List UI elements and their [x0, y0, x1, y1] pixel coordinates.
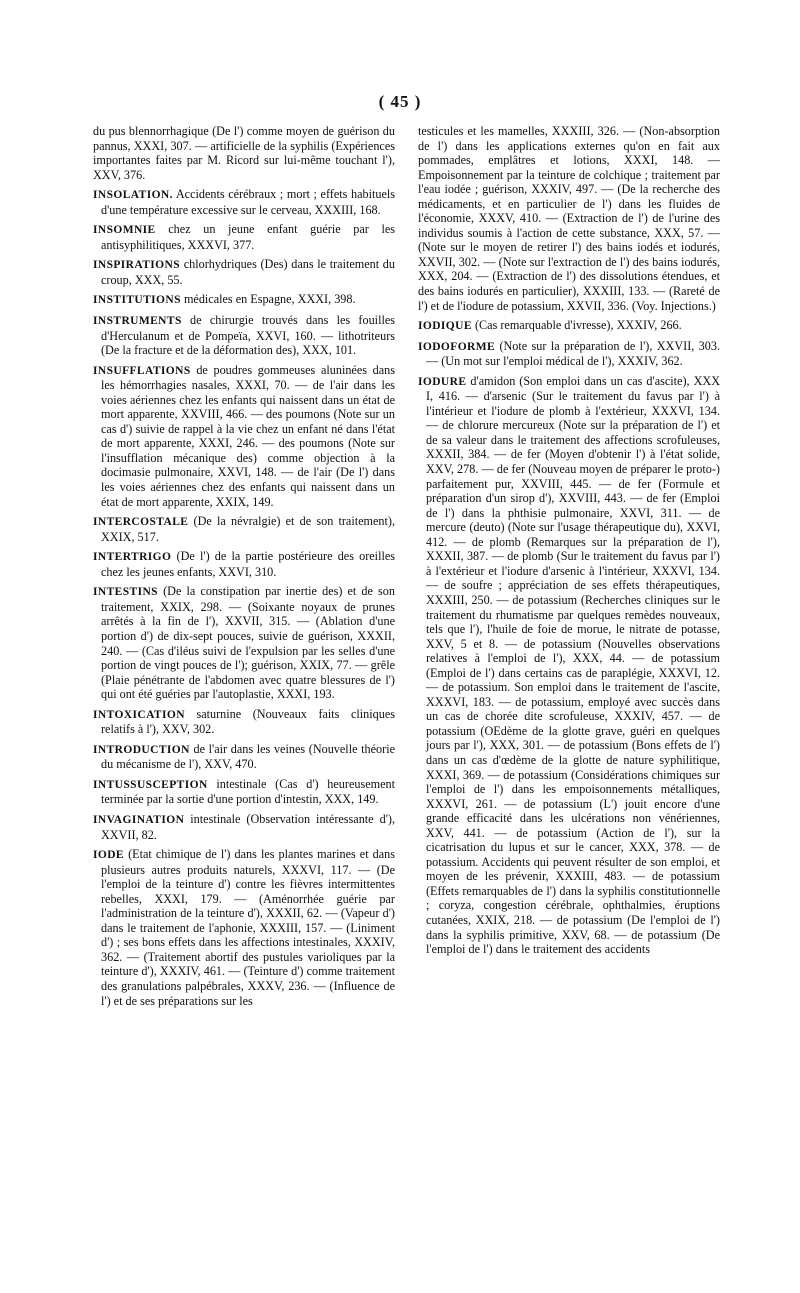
entry-text: intestinale (Cas d') heureusement terminée par la sortie d'une portion d'intestin, XXX, 149.: [101, 776, 395, 807]
entry-headword: IODIQUE: [418, 320, 472, 333]
entry-headword: INSTRUMENTS: [93, 315, 182, 328]
entry-text: (Cas remarquable d'ivresse), XXXIV, 266.: [471, 318, 682, 333]
index-entry: [418, 318, 720, 334]
entry-text: de l'air dans les veines (Nouvelle théorie du mécanisme de l'), XXV, 470.: [101, 741, 395, 772]
index-entry: [93, 707, 395, 737]
entry-headword: INVAGINATION: [93, 813, 185, 826]
entry-headword: INSOLATION.: [93, 189, 173, 202]
index-entry: [418, 124, 720, 313]
entry-headword: INSPIRATIONS: [93, 259, 181, 272]
left-column: [93, 124, 395, 1013]
entry-headword: INSTITUTIONS: [93, 294, 181, 307]
index-entry: [93, 222, 395, 252]
entry-headword: INTRODUCTION: [93, 743, 190, 756]
right-column: [418, 124, 720, 962]
index-entry: [93, 187, 395, 217]
index-entry: [93, 742, 395, 772]
index-entry: [93, 292, 395, 308]
entry-text: de chirurgie trouvés dans les fouilles d'Herculanum et de Pompeïa, XXVI, 160. — lithotriteurs (De la fracture et de la déformation des), XXX, 101.: [101, 313, 395, 358]
entry-text: d'amidon (Son emploi dans un cas d'ascite), XXX I, 416. — d'arsenic (Sur le traitement du favus par l') à l'intérieur et l'iodure de plomb à l'extérieur, XXXVI, 134. — de chlorure mercureux (Note sur la préparation de l') et de sa valeur dans le traitement des affections scrofuleuses, XXXII, 384. — de fer (Moyen d'obtenir l') à l'état solide, XXV, 278. — de fer (Nouveau moyen de préparer le proto-) parfaitement pur, XXVIII, 445. — de fer (Formule et préparation d'un sirop d'), XXVIII, 443. — de fer (Emploi de l') dans la phthisie pulmonaire, XXVI, 311. — de mercure (deuto) (Note sur l'usage thérapeutique du), XXVI, 412. — de plomb (Remarques sur la préparation de l'), XXXII, 387. — de plomb (Sur le traitement du favus par l') à l'extérieur et l'iodure d'arsenic à l'intérieur, XXXVI, 134. — de soufre ; appréciation de ses effets thérapeutiques, XXXIII, 250. — de potassium (Recherches cliniques sur le traitement du rhumatisme par quelques remèdes nouveaux, tels que l'), l'huile de foie de morue, le nitrate de potasse, XXV, 5 et 8. — de potassium (Nouvelles observations relatives à l'emploi de l'), XXX, 44. — de potassium (Emploi de l') dans certains cas de paraplégie, XXXVI, 12. — de potassium. Son emploi dans le traitement de l'ascite, XXXVI, 183. — de potassium, employé avec succès dans un cas de chorée dite scrofuleuse, XXXIV, 457. — de potassium (OEdème de la glotte grave, guéri en quelques jours par l'), XXX, 301. — de potassium (Bons effets de l') dans un cas d'œdème de la glotte de nature syphilitique, XXXI, 369. — de potassium (Considérations chimiques sur l'emploi de l') dans les empoisonnements métalliques, XXXVI, 261. — de potassium (L') jouit encore d'une grande efficacité dans les ulcérations non vénériennes, XXV, 441. — de potassium (Action de l'), sur la cicatrisation du lupus et sur le cancer, XXX, 378. — de potassium. Accidents qui peuvent résulter de son emploi, et moyen de les prévenir, XXXIII, 483. — de potassium (Effets remarquables de l') dans la syphilis constitutionnelle ; coryza, congestion cérébrale, ophthalmies, éruptions cutanées, XXIX, 218. — de potassium (De l'emploi de l') dans la syphilis primitive, XXV, 68. — de potassium (De l'emploi de l') dans le traitement des accidents: [426, 373, 720, 957]
entry-headword: INTUSSUSCEPTION: [93, 778, 208, 791]
entry-text: saturnine (Nouveaux faits cliniques relatifs à l'), XXV, 302.: [101, 706, 395, 737]
index-entry: [93, 124, 395, 182]
entry-headword: INTESTINS: [93, 586, 158, 599]
entry-text: médicales en Espagne, XXXI, 398.: [180, 292, 356, 307]
index-entry: [93, 514, 395, 544]
index-entry: [418, 339, 720, 369]
index-entry: [93, 812, 395, 842]
entry-text: (De la névralgie) et de son traitement), XXIX, 517.: [101, 514, 395, 544]
entry-headword: IODURE: [418, 375, 467, 388]
entry-text: du pus blennorrhagique (De l') comme moyen de guérison du pannus, XXXI, 307. — artificielle de la syphilis (Expériences importantes faites par M. Ricord sur lui-même touchant l'), XXV, 376.: [93, 124, 395, 182]
entry-text: chez un jeune enfant guérie par les antisyphilitiques, XXXVI, 377.: [101, 222, 395, 252]
entry-text: chlorhydriques (Des) dans le traitement du croup, XXX, 55.: [101, 257, 395, 287]
index-entry: [93, 363, 395, 509]
entry-headword: INSUFFLATIONS: [93, 364, 191, 377]
entry-headword: INTOXICATION: [93, 708, 185, 721]
entry-headword: INTERTRIGO: [93, 551, 172, 564]
entry-text: intestinale (Observation intéressante d'), XXVII, 82.: [101, 811, 395, 842]
entry-headword: IODE: [93, 849, 124, 862]
entry-text: de poudres gommeuses aluninées dans les hémorrhagies nasales, XXXI, 70. — de l'air dans les voies aériennes chez les enfants qui naissent dans un état de mort apparente, XXVIII, 466. — des poumons (Note sur un cas d') suivie de rappel à la vie chez un enfant né dans l'état de mort apparente, XXXI, 246. — des poumons (Note sur l'insufflation mécanique des) comme objection à la docimasie pulmonaire, XXVI, 148. — de l'air (De l') dans les voies aériennes chez des enfants qui naissent dans un état de mort apparente, XXIX, 149.: [101, 362, 395, 509]
entry-headword: IODOFORME: [418, 340, 496, 353]
entry-text: testicules et les mamelles, XXXIII, 326. — (Non-absorption de l') dans les applications externes qu'on en fait aux pommades, emplâtres et lotions, XXXI, 148. — Empoisonnement par la teinture de colchique ; traitement par l'eau iodée ; guérison, XXXIV, 497. — (De la recherche des médicaments, et en particulier de l') dans les fluides de l'économie, XXXV, 410. — (Extraction de l') de l'urine des individus soumis à l'action de cette substance, XXX, 57. — (Note sur le moyen de retirer l') des bains iodés et iodurés, XXVII, 302. — (Note sur l'extraction de l') des bains iodurés, XXX, 204. — (Extraction de l') des dissolutions étendues, et des bains iodurés en particulier), XXXIII, 133. — (Rareté de l') et de l'iodure de potassium, XXVII, 336. (Voy. Injections.): [418, 124, 720, 313]
page-number: ( 45 ): [378, 92, 422, 111]
entry-text: (De la constipation par inertie des) et de son traitement, XXIX, 298. — (Soixante noyaux de prunes arrêtés à la fin de l'), XXVII, 315. — (Ablation d'une portion d') de dix-sept pouces, suivie de guérison, XXXII, 240. — (Cas d'iléus suivi de l'expulsion par les selles d'une portion de vingt pouces de l'); guérison, XXIX, 77. — grêle (Plaie pénétrante de l'abdomen avec quatre blessures de l') qui ont été guéries par l'autoplastie, XXXI, 193.: [101, 584, 395, 702]
index-entry: [93, 584, 395, 701]
entry-text: Accidents cérébraux ; mort ; effets habituels d'une température excessive sur le cerveau, XXXIII, 168.: [101, 187, 395, 217]
entry-headword: INSOMNIE: [93, 224, 156, 237]
index-entry: [93, 257, 395, 287]
entry-text: (Note sur la préparation de l'), XXVII, 303. — (Un mot sur l'emploi médical de l'), XXXIV, 362.: [426, 338, 720, 369]
entry-text: (Etat chimique de l') dans les plantes marines et dans plusieurs autres produits naturels, XXXVI, 117. — (De l'emploi de la teinture d') contre les fièvres intermittentes rebelles, XXXI, 179. — (Aménorrhée guérie par l'administration de la teinture d'), XXXII, 62. — (Vapeur d') dans le traitement de l'aphonie, XXXIII, 157. — (Liniment d') ; ses bons effets dans les affections intestinales, XXXIV, 362. — (Traitement abortif des pustules varioliques par la teinture d'), XXXIV, 461. — (Teinture d') comme traitement des granulations palpébrales, XXXV, 236. — (Influence de l') et de ses préparations sur les: [101, 847, 395, 1008]
index-entry: [93, 313, 395, 358]
index-entry: [93, 549, 395, 579]
index-entry: [418, 374, 720, 957]
index-entry: [93, 847, 395, 1008]
index-entry: [93, 777, 395, 807]
entry-headword: INTERCOSTALE: [93, 516, 189, 529]
entry-text: (De l') de la partie postérieure des oreilles chez les jeunes enfants, XXVI, 310.: [101, 549, 395, 579]
